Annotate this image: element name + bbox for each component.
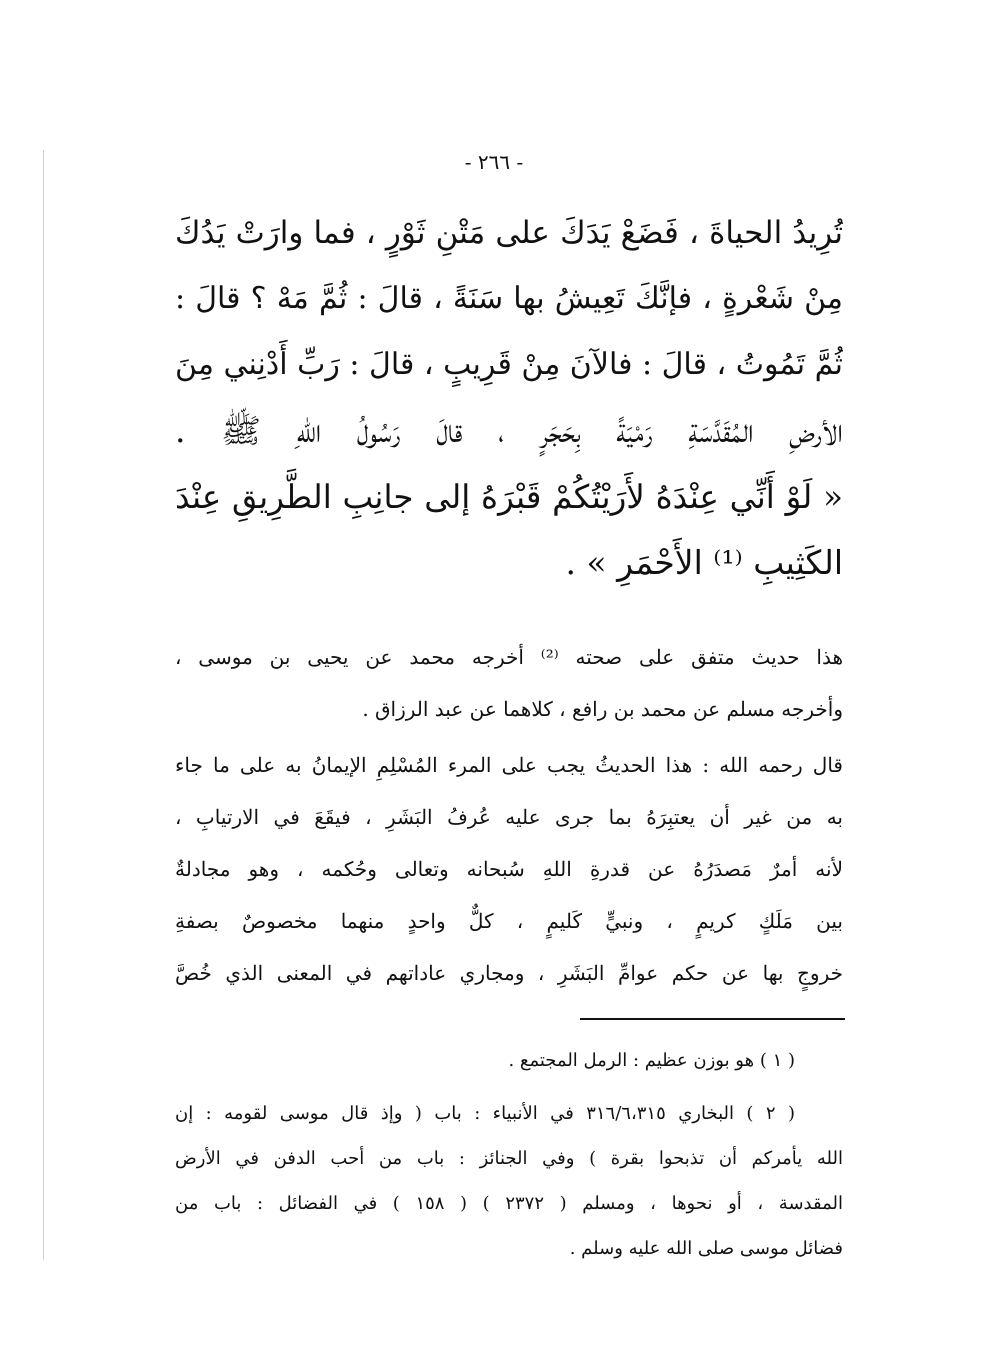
commentary-line: قال رحمه الله : هذا الحديثُ يجب على المرء المُسْلِمِ الإيمانُ به على ما جاء	[175, 753, 843, 777]
hadith-line: الكَثِيبِ ⁽¹⁾ الأَحْمَرِ » .	[565, 543, 843, 582]
commentary-line: بين مَلَكٍ كريمٍ ، ونبيٍّ كَليمٍ ، كلٌّ واحدٍ منهما مخصوصٌ بصفةِ	[175, 909, 843, 933]
page-binding-edge	[43, 150, 44, 1260]
commentary-line: لأنه أمرٌ مَصدَرُهُ عن قدرةِ اللهِ سُبحانه وتعالى وحُكمه ، وهو مجادلةٌ	[175, 857, 843, 881]
footnote-2-line: المقدسة ، أو نحوها ، ومسلم ( ٢٣٧٢ ) ( ١٥٨ ) في الفضائل : باب من	[175, 1193, 843, 1214]
commentary-line: به من غير أن يعتبِرَهُ بما جرى عليه عُرفُ البَشَرِ ، فيقَعَ في الارتيابِ ،	[175, 805, 843, 829]
footnotes-block	[175, 1038, 843, 1271]
hadith-line: تُرِيدُ الحياةَ ، فَضَعْ يَدَكَ على مَتْنِ ثَوْرٍ ، فما وارَتْ يَدُكَ	[175, 215, 843, 251]
hadith-line: ثُمَّ تَمُوتُ ، قالَ : فالآنَ مِنْ قَرِيبٍ ، قالَ : رَبِّ أَدْنِني مِنَ	[175, 347, 843, 382]
footnote-1: ( ١ ) هو بوزن عظيم : الرمل المجتمع .	[508, 1050, 795, 1071]
footnote-2-line: الله يأمركم أن تذبحوا بقرة ) وفي الجنائز : باب من أحب الدفن في الأرض	[175, 1148, 843, 1169]
page-number: - ٢٦٦ -	[464, 150, 524, 174]
commentary-line: هذا حديث متفق على صحته ⁽²⁾ أخرجه محمد عن يحيى بن موسى ،	[175, 645, 843, 669]
footnote-separator	[580, 1018, 845, 1020]
hadith-line: « لَوْ أَنِّي عِنْدَهُ لأَرَيْتُكُمْ قَبْرَهُ إلى جانِبِ الطَّرِيقِ عِنْدَ	[175, 478, 843, 516]
hadith-line: مِنْ شَعْرةٍ ، فإنَّكَ تَعِيشُ بها سَنَةً ، قالَ : ثُمَّ مَهْ ؟ قالَ :	[175, 281, 843, 316]
commentary-line: وأخرجه مسلم عن محمد بن رافع ، كلاهما عن عبد الرزاق .	[362, 697, 843, 721]
footnote-2-line: فضائل موسى صلى الله عليه وسلم .	[569, 1238, 843, 1259]
footnote-2-line: ( ٢ ) البخاري ٣١٦/٦،٣١٥ في الأنبياء : باب ( وإذ قال موسى لقومه : إن	[175, 1103, 795, 1124]
commentary-line: خروجٍ بها عن حكم عوامِّ البَشَرِ ، ومجاري عاداتهم في المعنى الذي خُصَّ	[175, 961, 843, 985]
hadith-text-block	[175, 200, 843, 596]
commentary-block	[175, 631, 843, 999]
hadith-line: الأرضِ المُقَدَّسَةِ رَمْيَةً بِحَجَرٍ ، قالَ رَسُولُ اللهِ ﷺ .	[175, 411, 843, 450]
